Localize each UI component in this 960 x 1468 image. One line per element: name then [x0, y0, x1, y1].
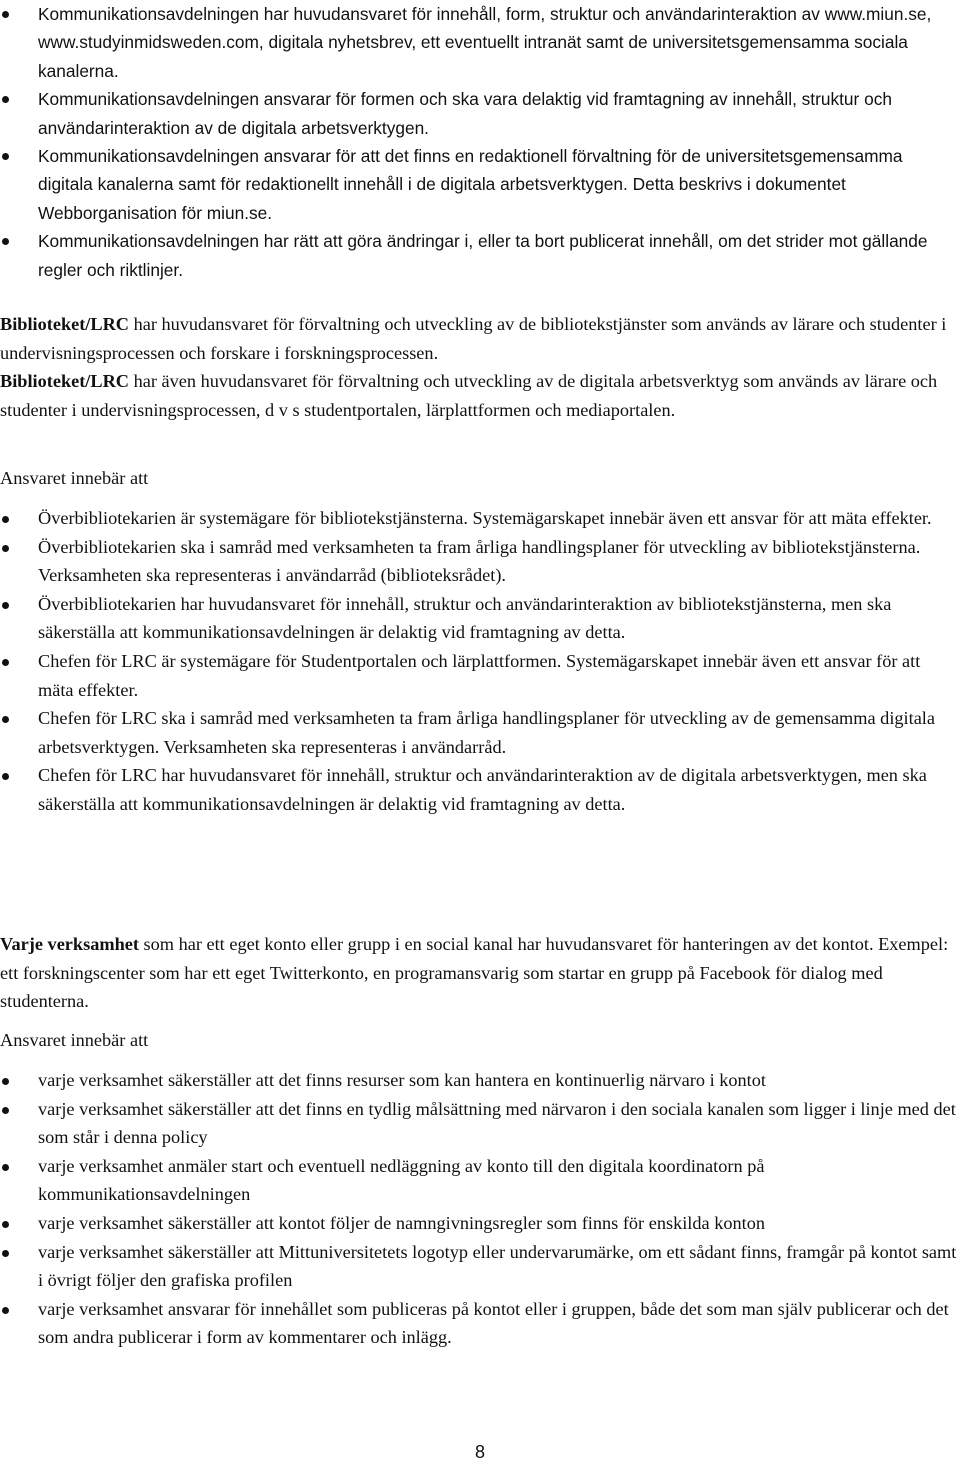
list-item-text: Kommunikationsavdelningen har huvudansvaret för innehåll, form, struktur och användarinteraktion av www.miun.se, www.studyinmidsweden.com, digitala nyhetsbrev, ett eventuellt intranät samt de universitetsgemensamma sociala kanalerna.: [38, 4, 932, 81]
list-item-text: varje verksamhet säkerställer att Mittuniversitetets logotyp eller undervarumärke, om ett sådant finns, framgår på kontot samt i övrigt följer den grafiska profilen: [38, 1241, 957, 1291]
list-item: [0, 1295, 958, 1352]
list-item: [0, 85, 958, 142]
paragraph-text: har huvudansvaret för förvaltning och utveckling av de bibliotekstjänster som används av lärare och studenter i undervisningsprocessen och forskare i forskningsprocessen.: [0, 314, 947, 363]
list-item: [0, 1066, 958, 1095]
library-paragraph-2: [0, 367, 958, 424]
library-label: Biblioteket/LRC: [0, 371, 129, 391]
list-item-text: varje verksamhet säkerställer att det finns en tydlig målsättning med närvaron i den sociala kanalen som ligger i linje med det som står i denna policy: [38, 1098, 956, 1148]
list-item: [0, 761, 958, 818]
library-responsibility-list: [0, 504, 958, 819]
paragraph-text: har även huvudansvaret för förvaltning och utveckling av de digitala arbetsverktyg som används av lärare och studenter i undervisningsprocessen, d v s studentportalen, lärplattformen och mediaportalen.: [0, 371, 938, 420]
list-item: [0, 1152, 958, 1209]
page-number: 8: [474, 1442, 485, 1462]
list-item-text: Kommunikationsavdelningen ansvarar för att det finns en redaktionell förvaltning för de universitetsgemensamma digitala kanalerna samt för redaktionellt innehåll i de digitala arbetsverktygen. Detta beskrivs i dokumentet Webborganisation för miun.se.: [38, 146, 903, 223]
list-item-text: Överbibliotekarien har huvudansvaret för innehåll, struktur och användarinteraktion av bibliotekstjänsterna, men ska säkerställa att kommunikationsavdelningen är delaktig vid framtagning av detta.: [38, 593, 892, 643]
unit-paragraph: [0, 930, 958, 1016]
unit-responsibility-list: [0, 1066, 958, 1352]
library-paragraph-1: [0, 310, 958, 367]
list-item-text: Överbibliotekarien är systemägare för bibliotekstjänsterna. Systemägarskapet innebär även ett ansvar för att mäta effekter.: [38, 508, 932, 528]
list-item: [0, 1238, 958, 1295]
list-item-text: varje verksamhet säkerställer att kontot följer de namngivningsregler som finns för enskilda konton: [38, 1212, 765, 1233]
list-item-text: Kommunikationsavdelningen ansvarar för formen och ska vara delaktig vid framtagning av innehåll, struktur och användarinteraktion av de digitala arbetsverktygen.: [38, 89, 892, 138]
list-item-text: Chefen för LRC är systemägare för Studentportalen och lärplattformen. Systemägarskapet innebär även ett ansvar för att mäta effekter.: [38, 650, 921, 700]
comms-responsibility-list: [0, 0, 958, 284]
library-responsibility-heading: Ansvaret innebär att: [0, 468, 149, 488]
list-item-text: Chefen för LRC ska i samråd med verksamheten ta fram årliga handlingsplaner för utveckling av de gemensamma digitala arbetsverktygen. Verksamheten ska representeras i användarråd.: [38, 708, 936, 757]
list-item-text: Överbibliotekarien ska i samråd med verksamheten ta fram årliga handlingsplaner för utveckling av bibliotekstjänsterna. Verksamheten ska representeras i användarråd (biblioteksrådet).: [38, 536, 921, 586]
unit-responsibility-heading: Ansvaret innebär att: [0, 1030, 149, 1050]
list-item: [0, 533, 958, 590]
list-item-text: varje verksamhet säkerställer att det finns resurser som kan hantera en kontinuerlig närvaro i kontot: [38, 1070, 766, 1090]
list-item: [0, 227, 958, 284]
list-item-text: Kommunikationsavdelningen har rätt att göra ändringar i, eller ta bort publicerat innehåll, om det strider mot gällande regler och riktlinjer.: [38, 231, 928, 280]
list-item: [0, 590, 958, 647]
paragraph-text: som har ett eget konto eller grupp i en social kanal har huvudansvaret för hanteringen av det kontot. Exempel: ett forskningscenter som har ett eget Twitterkonto, en programansvarig som startar en grupp på Facebook för dialog med studenterna.: [0, 934, 949, 1012]
list-item: [0, 142, 958, 227]
list-item: [0, 647, 958, 704]
list-item: [0, 0, 958, 85]
list-item: [0, 504, 958, 533]
list-item-text: varje verksamhet anmäler start och eventuell nedläggning av konto till den digitala koordinatorn på kommunikationsavdelningen: [38, 1155, 765, 1205]
list-item: [0, 704, 958, 761]
unit-label: Varje verksamhet: [0, 934, 139, 954]
list-item: [0, 1209, 958, 1238]
library-label: Biblioteket/LRC: [0, 314, 129, 334]
list-item-text: Chefen för LRC har huvudansvaret för innehåll, struktur och användarinteraktion av de digitala arbetsverktygen, men ska säkerställa att kommunikationsavdelningen är delaktig vid framtagning av detta.: [38, 765, 927, 814]
list-item: [0, 1095, 958, 1152]
list-item-text: varje verksamhet ansvarar för innehållet som publiceras på kontot eller i gruppen, både det som man själv publicerar och det som andra publicerar i form av kommentarer och inlägg.: [38, 1298, 949, 1348]
